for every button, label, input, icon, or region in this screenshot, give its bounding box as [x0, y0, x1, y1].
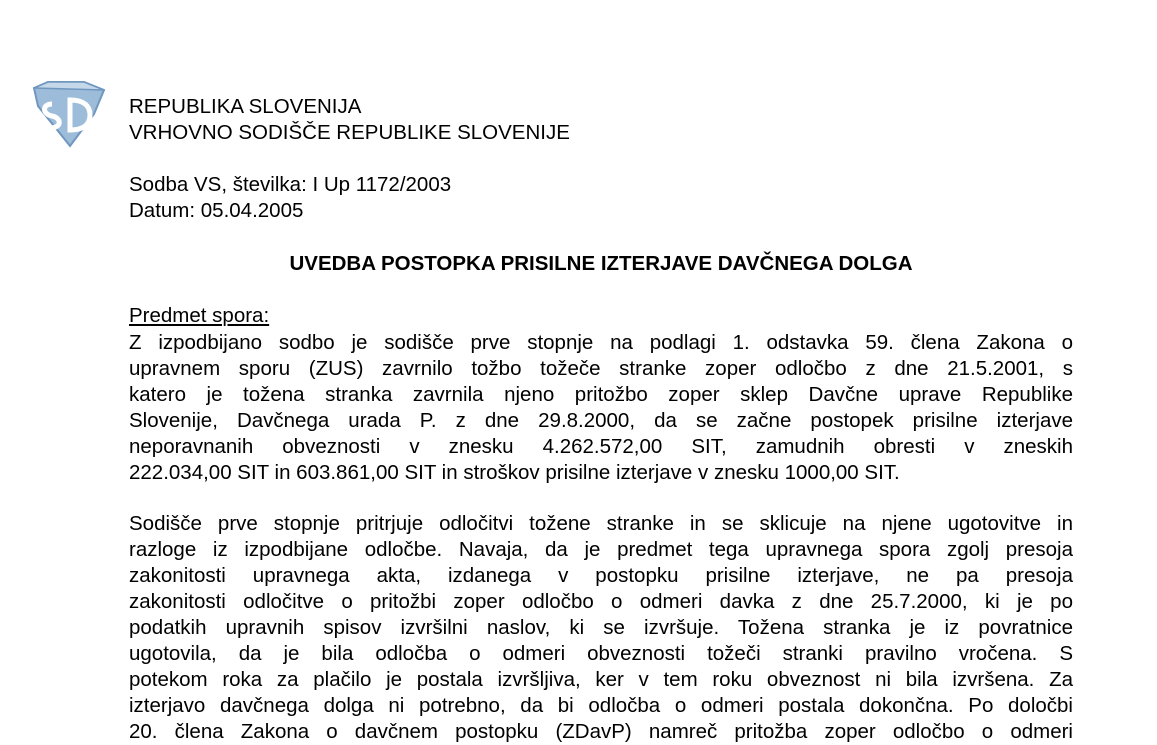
republic-name: REPUBLIKA SLOVENIJA — [129, 95, 362, 118]
paragraph-line: Slovenije, Davčnega urada P. z dne 29.8.2000, da se začne postopek prisilne izterjave — [129, 409, 1073, 432]
paragraph-line: potekom roka za plačilo je postala izvršljiva, ker v tem roku obveznost ni bila izvršena. Za — [129, 668, 1073, 691]
paragraph-line: upravnem sporu (ZUS) zavrnilo tožbo tožeče stranke zoper odločbo z dne 21.5.2001, s — [129, 357, 1073, 380]
paragraph-line: izterjavo davčnega dolga ni potrebno, da bi odločba o odmeri postala dokončna. Po določbi — [129, 694, 1073, 717]
paragraph-line: zakonitosti odločitve o pritožbi zoper odločbo o odmeri davka z dne 25.7.2000, ki je po — [129, 590, 1073, 613]
subject-heading: Predmet spora: — [129, 304, 270, 327]
case-date: Datum: 05.04.2005 — [129, 199, 304, 222]
paragraph-line: katero je tožena stranka zavrnila njeno pritožbo zoper sklep Davčne uprave Republike — [129, 383, 1073, 406]
paragraph-1 — [129, 330, 1073, 486]
court-logo-icon — [28, 80, 110, 148]
paragraph-2 — [129, 511, 1073, 745]
paragraph-line: Z izpodbijano sodbo je sodišče prve stopnje na podlagi 1. odstavka 59. člena Zakona o — [129, 331, 1073, 354]
paragraph-line: podatkih upravnih spisov izvršilni naslov, ki se izvršuje. Tožena stranka je iz povratnice — [129, 616, 1073, 639]
court-name: VRHOVNO SODIŠČE REPUBLIKE SLOVENIJE — [129, 121, 570, 144]
paragraph-line: zakonitosti upravnega akta, izdanega v postopku prisilne izterjave, ne pa presoja — [129, 564, 1073, 587]
paragraph-line: 222.034,00 SIT in 603.861,00 SIT in stroškov prisilne izterjave v znesku 1000,00 SIT. — [129, 461, 900, 484]
document-title: UVEDBA POSTOPKA PRISILNE IZTERJAVE DAVČNEGA DOLGA — [289, 252, 913, 275]
paragraph-line: razloge iz izpodbijane odločbe. Navaja, da je predmet tega upravnega spora zgolj presoja — [129, 538, 1073, 561]
paragraph-line: Sodišče prve stopnje pritrjuje odločitvi tožene stranke in se sklicuje na njene ugotovitve in — [129, 512, 1073, 535]
paragraph-line: neporavnanih obveznosti v znesku 4.262.572,00 SIT, zamudnih obresti v zneskih — [129, 435, 1073, 458]
paragraph-line: ugotovila, da je bila odločba o odmeri obveznosti tožeči stranki pravilno vročena. S — [129, 642, 1073, 665]
paragraph-line: 20. člena Zakona o davčnem postopku (ZDavP) namreč pritožba zoper odločbo o odmeri — [129, 720, 1073, 743]
case-number: Sodba VS, številka: I Up 1172/2003 — [129, 173, 452, 196]
